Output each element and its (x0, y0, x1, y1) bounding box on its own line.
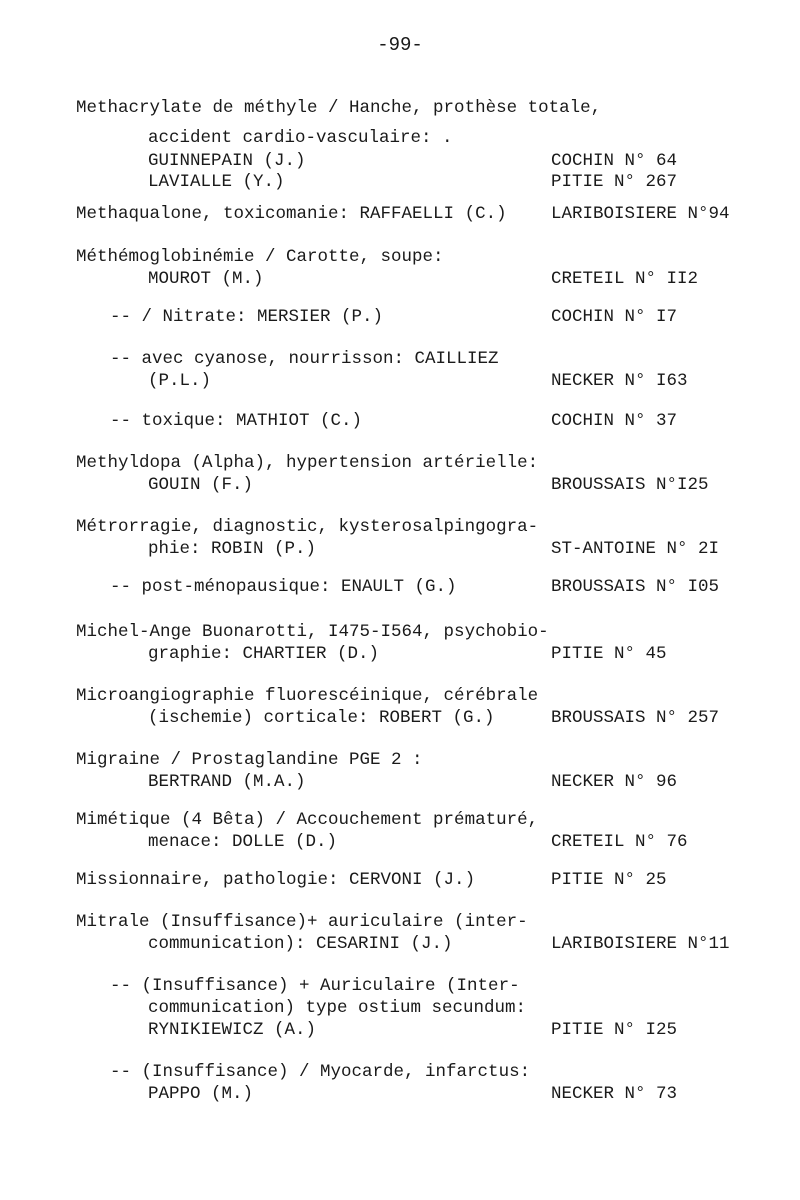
hospital-reference: PITIE N° 45 (551, 644, 667, 664)
hospital-reference: CRETEIL N° 76 (551, 832, 688, 852)
entry-text: -- (Insuffisance) + Auriculaire (Inter- (110, 976, 520, 996)
entry-text: Methacrylate de méthyle / Hanche, prothèse totale, (76, 98, 602, 118)
hospital-reference: BROUSSAIS N° I05 (551, 577, 720, 597)
entry-text: Méthémoglobinémie / Carotte, soupe: (76, 247, 444, 267)
entry-text: Methaqualone, toxicomanie: RAFFAELLI (C.) (76, 204, 507, 224)
entry-text: Mimétique (4 Bêta) / Accouchement prématuré, (76, 810, 539, 830)
hospital-reference: NECKER N° 96 (551, 772, 678, 792)
hospital-reference: NECKER N° I63 (551, 371, 688, 391)
entry-text: GUINNEPAIN (J.) (148, 151, 306, 171)
entry-text: RYNIKIEWICZ (A.) (148, 1020, 317, 1040)
entry-text: -- post-ménopausique: ENAULT (G.) (110, 577, 457, 597)
entry-text: LAVIALLE (Y.) (148, 172, 285, 192)
entry-text: Migraine / Prostaglandine PGE 2 : (76, 750, 423, 770)
entry-text: PAPPO (M.) (148, 1084, 254, 1104)
hospital-reference: ST-ANTOINE N° 2I (551, 539, 720, 559)
hospital-reference: COCHIN N° I7 (551, 307, 678, 327)
hospital-reference: COCHIN N° 64 (551, 151, 678, 171)
hospital-reference: PITIE N° 267 (551, 172, 678, 192)
entry-text: graphie: CHARTIER (D.) (148, 644, 380, 664)
hospital-reference: COCHIN N° 37 (551, 411, 678, 431)
entry-text: Microangiographie fluorescéinique, cérébrale (76, 686, 539, 706)
entry-text: Missionnaire, pathologie: CERVONI (J.) (76, 870, 476, 890)
entry-text: communication): CESARINI (J.) (148, 934, 453, 954)
page-number: -99- (377, 34, 423, 56)
entry-text: MOUROT (M.) (148, 269, 264, 289)
entry-text: Methyldopa (Alpha), hypertension artérielle: (76, 453, 539, 473)
hospital-reference: BROUSSAIS N° 257 (551, 708, 720, 728)
entry-text: communication) type ostium secundum: (148, 998, 527, 1018)
entry-text: -- / Nitrate: MERSIER (P.) (110, 307, 384, 327)
entry-text: menace: DOLLE (D.) (148, 832, 338, 852)
entry-text: -- (Insuffisance) / Myocarde, infarctus: (110, 1062, 531, 1082)
entry-text: Métrorragie, diagnostic, kysterosalpingogra- (76, 517, 539, 537)
entry-text: accident cardio-vasculaire: . (148, 128, 453, 148)
entry-text: (P.L.) (148, 371, 212, 391)
hospital-reference: CRETEIL N° II2 (551, 269, 699, 289)
hospital-reference: PITIE N° I25 (551, 1020, 678, 1040)
hospital-reference: PITIE N° 25 (551, 870, 667, 890)
entry-text: BERTRAND (M.A.) (148, 772, 306, 792)
entry-text: Mitrale (Insuffisance)+ auriculaire (inter- (76, 912, 528, 932)
entry-text: -- avec cyanose, nourrisson: CAILLIEZ (110, 349, 499, 369)
entry-text: Michel-Ange Buonarotti, I475-I564, psychobio- (76, 622, 549, 642)
entry-text: GOUIN (F.) (148, 475, 254, 495)
entry-text: -- toxique: MATHIOT (C.) (110, 411, 363, 431)
hospital-reference: BROUSSAIS N°I25 (551, 475, 709, 495)
entry-text: (ischemie) corticale: ROBERT (G.) (148, 708, 495, 728)
entry-text: phie: ROBIN (P.) (148, 539, 317, 559)
hospital-reference: LARIBOISIERE N°94 (551, 204, 730, 224)
hospital-reference: NECKER N° 73 (551, 1084, 678, 1104)
hospital-reference: LARIBOISIERE N°11 (551, 934, 730, 954)
